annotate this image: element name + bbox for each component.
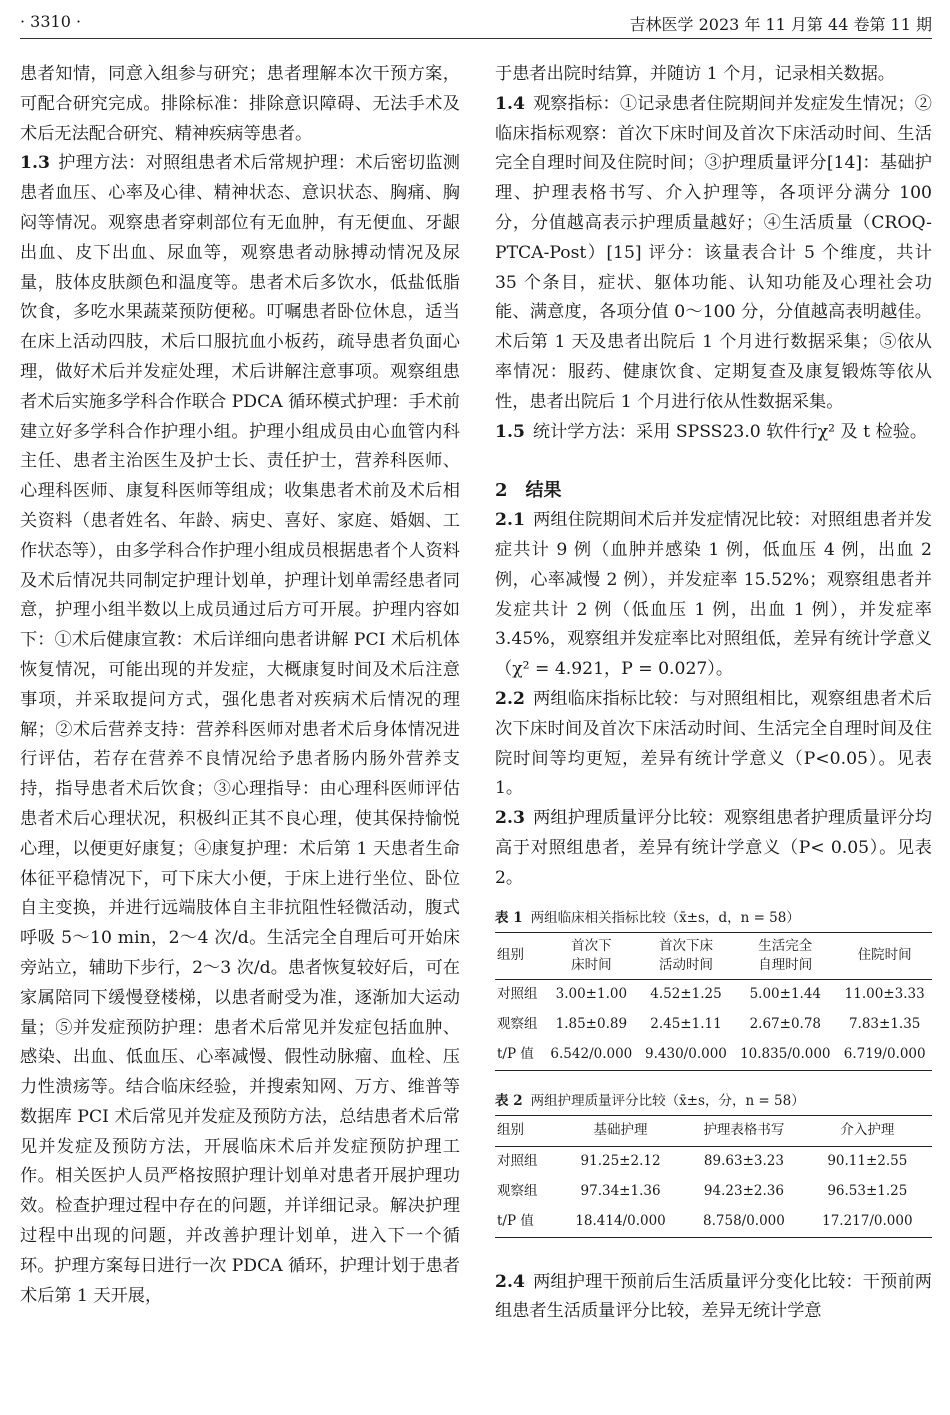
section-2-1-label: 2.1 <box>495 510 525 531</box>
table-cell: 2.45±1.11 <box>650 1015 722 1032</box>
section-2-1-text: 两组住院期间术后并发症情况比较：对照组患者并发症共计 9 例（血肿并感染 1 例，低血压 4 例，出血 2 例，心率减慢 2 例），并发症率 15.52%；观察组患者并发症共计 2 例（低血压 1 例，出血 1 例），并发症率 3.45%，观察组并发症率比对照组低，差异有统计学意义（χ² = 4.921，P = 0.027）。 <box>495 510 932 680</box>
table-2-header: 护理表格书写 <box>685 1115 803 1146</box>
section-2-2 <box>495 685 932 804</box>
table-cell: 4.52±1.25 <box>650 985 722 1002</box>
running-header <box>0 0 950 40</box>
table-2-caption <box>495 1091 932 1111</box>
table-cell: 6.542/0.000 <box>544 1040 639 1071</box>
table-cell: 17.217/0.000 <box>803 1207 932 1238</box>
section-2-4-text: 两组护理干预前后生活质量评分变化比较：干预前两组患者生活质量评分比较，差异无统计学意 <box>495 1271 932 1322</box>
table-row <box>495 1177 932 1207</box>
table-cell: 对照组 <box>497 1152 538 1169</box>
table-cell: 6.719/0.000 <box>837 1040 932 1071</box>
table-1-header: 生活完全 自理时间 <box>733 932 837 979</box>
section-1-5-label: 1.5 <box>495 421 525 442</box>
section-2-4-label: 2.4 <box>495 1271 525 1292</box>
table-1 <box>495 932 932 1071</box>
table-cell: 96.53±1.25 <box>827 1182 908 1199</box>
table-1-caption <box>495 908 932 928</box>
section-1-4-text: 观察指标：①记录患者住院期间并发症发生情况；②临床指标观察：首次下床时间及首次下床活动时间、生活完全自理时间及住院时间；③护理质量评分[14]：基础护理、护理表格书写、介入护理等，各项评分满分 100 分，分值越高表示护理质量越好；④生活质量（CROQ-PTCA-Post）[15] 评分：该量表合计 5 个维度，共计 35 个条目，症状、躯体功能、认知功能及心理社会功能、满意度，各项分值 0～100 分，分值越高表明越佳。术后第 1 天及患者出院后 1 个月进行数据采集；⑤依从率情况：服药、健康饮食、定期复查及康复锻炼等依从性，患者出院后 1 个月进行依从性数据采集。 <box>495 93 932 412</box>
table-cell: 89.63±3.23 <box>703 1152 784 1169</box>
table-cell: 90.11±2.55 <box>827 1152 908 1169</box>
table-row <box>495 1010 932 1040</box>
section-2-4 <box>495 1268 932 1328</box>
section-2-3 <box>495 804 932 893</box>
table-1-label: 表 1 <box>495 909 523 926</box>
table-cell: 8.758/0.000 <box>685 1207 803 1238</box>
table-cell: 2.67±0.78 <box>749 1015 822 1032</box>
table-row <box>495 1146 932 1177</box>
table-cell: 3.00±1.00 <box>555 985 628 1002</box>
table-1-header: 住院时间 <box>837 932 932 979</box>
section-1-5-text: 统计学方法：采用 SPSS23.0 软件行χ² 及 t 检验。 <box>532 421 928 442</box>
table-cell: 11.00±3.33 <box>844 985 925 1002</box>
table-row <box>495 1040 932 1071</box>
right-column <box>495 60 932 1327</box>
table-2-header: 基础护理 <box>556 1115 685 1146</box>
table-cell: t/P 值 <box>495 1040 544 1071</box>
table-cell: 观察组 <box>497 1182 538 1199</box>
table-2-title: 两组护理质量评分比较（x̄±s，分，n = 58） <box>530 1092 805 1109</box>
table-2-header: 组别 <box>495 1115 556 1146</box>
table-cell: 7.83±1.35 <box>848 1015 921 1032</box>
table-cell: 97.34±1.36 <box>580 1182 661 1199</box>
section-1-5 <box>495 418 932 448</box>
intro-paragraph: 患者知情，同意入组参与研究；患者理解本次干预方案，可配合研究完成。排除标准：排除意识障碍、无法手术及术后无法配合研究、精神疾病等患者。 <box>20 64 460 144</box>
section-2-2-text: 两组临床指标比较：与对照组相比，观察组患者术后次下床时间及首次下床活动时间、生活完全自理时间及住院时间等均更短，差异有统计学意义（P<0.05）。见表 1。 <box>495 688 932 799</box>
table-cell: 9.430/0.000 <box>639 1040 734 1071</box>
section-2-3-text: 两组护理质量评分比较：观察组患者护理质量评分均高于对照组患者，差异有统计学意义（P< 0.05）。见表 2。 <box>495 808 932 888</box>
page-number: · 3310 · <box>20 12 82 31</box>
table-2-header: 介入护理 <box>803 1115 932 1146</box>
table-row <box>495 1207 932 1238</box>
table-cell: 18.414/0.000 <box>556 1207 685 1238</box>
section-1-3 <box>20 149 460 1311</box>
section-1-3-text: 护理方法：对照组患者术后常规护理：术后密切监测患者血压、心率及心律、精神状态、意识状态、胸痛、胸闷等情况。观察患者穿刺部位有无血肿，有无便血、牙龈出血、皮下出血、尿血等，观察患者动脉搏动情况及尿量，肢体皮肤颜色和温度等。患者术后多饮水，低盐低脂饮食，多吃水果蔬菜预防便秘。叮嘱患者卧位休息，适当在床上活动四肢，术后口服抗血小板药，疏导患者负面心理，做好术后并发症处理，术后讲解注意事项。观察组患者术后实施多学科合作联合 PDCA 循环模式护理：手术前建立好多学科合作护理小组。护理小组成员由心血管内科主任、患者主治医生及护士长、责任护士，营养科医师、心理科医师、康复科医师等组成；收集患者术前及术后相关资料（患者姓名、年龄、病史、喜好、家庭、婚姻、工作状态等），由多学科合作护理小组成员根据患者个人资料及术后情况共同制定护理计划单，护理计划单需经患者同意，护理小组半数以上成员通过后方可开展。护理内容如下：①术后健康宣教：术后详细向患者讲解 PCI 术后机体恢复情况，可能出现的并发症，大概康复时间及术后注意事项，并采取提问方式，强化患者对疾病术后情况的理解；②术后营养支持：营养科医师对患者术后身体情况进行评估，若存在营养不良情况给予患者肠内肠外营养支持，指导患者术后饮食；③心理指导：由心理科医师评估患者术后心理状况，积极纠正其不良心理，使其保持愉悦心理，以便更好康复；④康复护理：术后第 1 天患者生命体征平稳情况下，可下床大小便，于床上进行坐位、卧位自主变换，并进行远端肢体自主非抗阻性轻微活动，腹式呼吸 5～10 min，2～4 次/d。生活完全自理后可开始床旁站立，辅助下步行，2～3 次/d。患者恢复较好后，可在家属陪同下缓慢登楼梯，以患者耐受为准，逐渐加大运动量；⑤并发症预防护理：患者术后常见并发症包括血肿、感染、出血、低血压、心率减慢、假性动脉瘤、血栓、压力性溃疡等。结合临床经验，并搜索知网、万方、维普等数据库 PCI 术后常见并发症及预防方法，总结患者术后常见并发症及预防方法，开展临床术后并发症预防护理工作。相关医护人员严格按照护理计划单对患者开展护理功效。检查护理过程中存在的问题，并详细记录。解决护理过程中出现的问题，并改善护理计划单，进入下一个循环。护理方案每日进行一次 PDCA 循环，护理计划于患者术后第 1 天开展， <box>20 153 460 1306</box>
table-2-label: 表 2 <box>495 1092 523 1109</box>
section-1-4 <box>495 90 932 418</box>
section-2-2-label: 2.2 <box>495 688 525 709</box>
journal-info: 吉林医学 2023 年 11 月第 44 卷第 11 期 <box>629 15 932 34</box>
results-heading: 2 结果 <box>495 480 562 502</box>
table-1-header: 组别 <box>495 932 544 979</box>
table-cell: 5.00±1.44 <box>749 985 822 1002</box>
table-1-title: 两组临床相关指标比较（x̄±s，d，n = 58） <box>530 909 800 926</box>
table-row <box>495 979 932 1010</box>
table-1-header: 首次下床 活动时间 <box>639 932 734 979</box>
left-column <box>20 60 460 1311</box>
table-cell: 94.23±2.36 <box>703 1182 784 1199</box>
table-cell: 对照组 <box>497 985 538 1002</box>
table-cell: 观察组 <box>497 1015 538 1032</box>
table-cell: 1.85±0.89 <box>555 1015 628 1032</box>
table-cell: t/P 值 <box>495 1207 556 1238</box>
section-1-4-label: 1.4 <box>495 93 525 114</box>
section-2-3-label: 2.3 <box>495 808 525 829</box>
table-cell: 91.25±2.12 <box>580 1152 661 1169</box>
table-2 <box>495 1115 932 1238</box>
table-cell: 10.835/0.000 <box>733 1040 837 1071</box>
header-rule <box>20 38 932 39</box>
section-1-3-label: 1.3 <box>20 153 50 174</box>
table-1-header: 首次下 床时间 <box>544 932 639 979</box>
section-2-1 <box>495 506 932 685</box>
continuation-paragraph: 于患者出院时结算，并随访 1 个月，记录相关数据。 <box>495 64 895 84</box>
